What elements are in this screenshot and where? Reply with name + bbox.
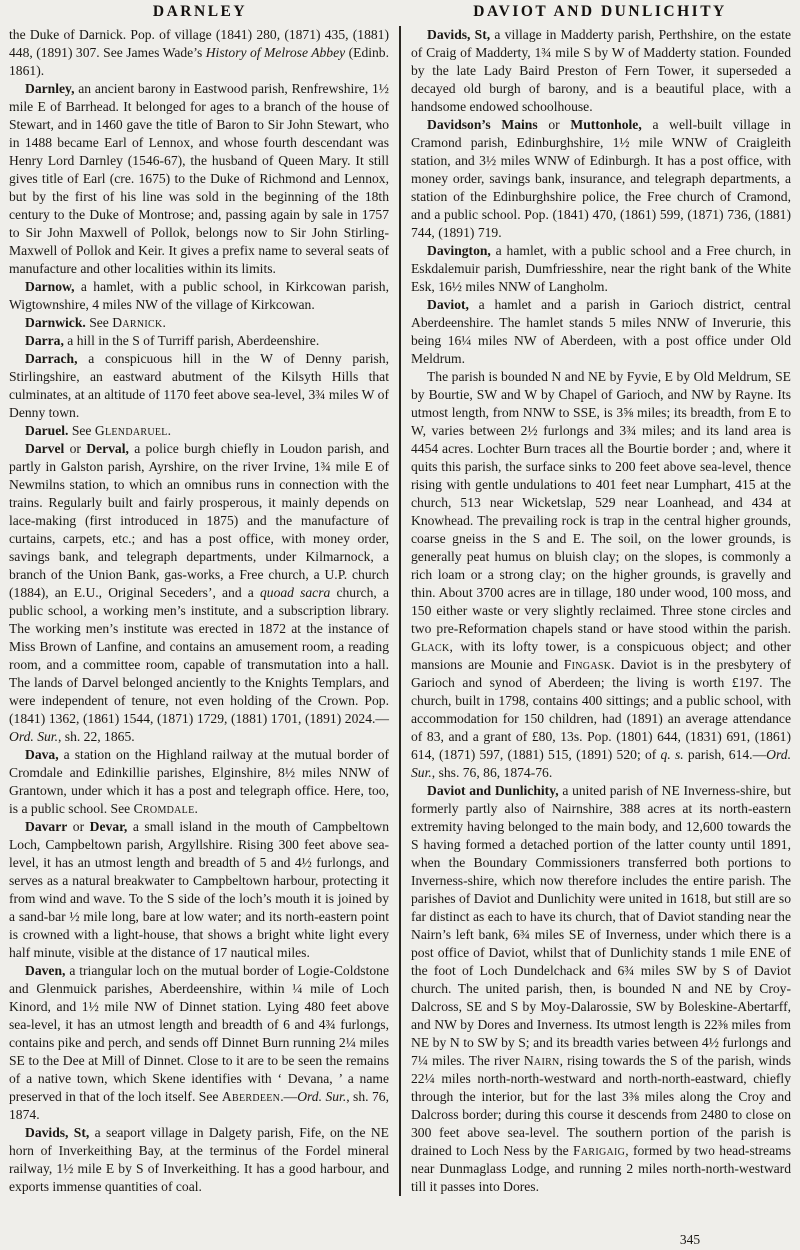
text-segment: Darra,: [25, 333, 64, 348]
text-segment: Glendaruel: [94, 423, 168, 438]
text-segment: a hamlet and a parish in Garioch district, central Aberdeenshire. The hamlet stands 5 miles NNW of Inverurie, this being 16¼ miles NW of Aberdeen, with a post office under Old Meldrum.: [411, 297, 791, 366]
text-segment: , formed by two head-streams near Dunmaglass Lodge, and running 2 miles north-north-westward till it passes into Dores.: [411, 1143, 791, 1194]
text-segment: a hamlet, with a public school, in Kirkcowan parish, Wigtownshire, 4 miles NW of the village of Kirkcowan.: [9, 279, 389, 312]
entry-paragraph: [9, 332, 389, 350]
text-segment: Davids, St,: [427, 27, 491, 42]
text-segment: Cromdale: [133, 801, 195, 816]
text-segment: .: [162, 315, 166, 330]
text-segment: .: [167, 423, 172, 438]
right-column: [411, 26, 791, 1196]
text-segment: Muttonhole,: [570, 117, 642, 132]
text-segment: Darnwick.: [25, 315, 86, 330]
text-segment: Dava,: [25, 747, 59, 762]
text-columns: [0, 21, 800, 1196]
entry-paragraph: [9, 314, 389, 332]
entry-paragraph: [411, 296, 791, 368]
entry-paragraph: [9, 278, 389, 314]
text-segment: .—: [280, 1089, 298, 1104]
entry-paragraph: [9, 1124, 389, 1196]
text-segment: Glack: [411, 639, 450, 654]
text-segment: Davarr: [25, 819, 68, 834]
text-segment: Darnick: [112, 315, 163, 330]
text-segment: Darnley,: [25, 81, 75, 96]
text-segment: a triangular loch on the mutual border of Logie-Coldstone and Glenmuick parishes, Aberdeenshire, within ¼ mile of Loch Kinord, and 1½ mile NW of Dinnet station. Lying 480 feet above sea-level, it has an utmost length and breadth of 6 and 4¾ furlongs, contains pike and perch, and sends off Dinnet Burn running 2¼ miles SE to the Dee at Mill of Dinnet. Close to it are to be seen the remains of a native town, which Skene identifies with ‘ Devana, ’ a name preserved in that of the loch itself. See: [9, 963, 389, 1104]
text-segment: a village in Madderty parish, Perthshire, on the estate of Craig of Madderty, 1¾ mile S by W of Madderty station. Founded by the late Lady Baird Preston of Fern Tower, it superseded a decayed old burgh of barony, and is a beautiful place, with a handsome endowed schoolhouse.: [411, 27, 791, 114]
text-segment: The parish is bounded N and NE by Fyvie, E by Old Meldrum, SE by Bourtie, SW and W by Chapel of Garioch, and NW by Rayne. Its utmost length, from NNW to SSE, is 3⅝ miles; its breadth, from E to W, varies between 2½ furlongs and 3¾ miles; and its land area is 4454 acres. Lochter Burn traces all the Bourtie border ; and, where it quits this parish, the surface sinks to 200 feet above sea-level, thence rising with gentle undulations to 401 feet near Lumphart, 415 at the church, 513 near Wicketslap, 529 near Loanhead, and 434 at Knowhead. The prevailing rock is trap in the central higher grounds, coarse gneiss in the S and E. The soil, on the lower grounds, is generally peat humus on bluish clay; on the slopes, is commonly a rich loam or a strong clay; on the higher grounds, is gravelly and thin. About 3700 acres are in tillage, 180 under wood, 100 moss, and 150 either waste or very slightly reclaimed. Three stone circles and two pre-Reformation chapels stand or have stood within the parish.: [411, 369, 791, 636]
text-segment: a small island in the mouth of Campbeltown Loch, Campbeltown parish, Argyllshire. Rising 300 feet above sea-level, it has an utmost length and breadth of 5 and 4½ furlongs, and serves as a natural breakwater to Campbeltown harbour, protecting it from wind and wave. To the S side of the loch’s mouth it is joined by a sand-bar ½ mile long, bare at low water; and its north-eastern point is crowned with a light-house, that shows a bright white light every half minute, visible at the distance of 17 nautical miles.: [9, 819, 390, 960]
text-segment: a conspicuous hill in the W of Denny parish, Stirlingshire, an eastward abutment of the Kilsyth Hills that culminates, at an altitude of 1170 feet above sea-level, 3¾ miles W of Denny town.: [9, 351, 389, 420]
entry-paragraph: [9, 746, 389, 818]
text-segment: church, a public school, a working men’s institute, and a subscription library. The working men’s institute was erected in 1872 at the instance of Miss Brown of Lanfine, and contains an amusement room, a reading room, and a committee room, capable of transmutation into a hall. The lands of Darvel belonged anciently to the Knights Templars, and were independent of tenure, not even holding of the Crown. Pop. (1841) 1362, (1861) 1544, (1871) 1729, (1881) 1701, (1891) 2024.—: [9, 585, 390, 726]
text-segment: Derval,: [86, 441, 129, 456]
text-segment: , sh. 22, 1865.: [57, 729, 135, 744]
text-segment: the Duke of Darnick. Pop. of village (1841) 280, (1871) 435, (1881) 448, (1891) 307. See James Wade’s: [9, 27, 389, 60]
text-segment: . Daviot is in the presbytery of Garioch and synod of Aberdeen; the living is worth £197. The church, built in 1798, contains 400 sittings; and a public school, with accommodation for 150 children, had (1891) an average attendance of 83, and a grant of £80, 13s. Pop. (1801) 644, (1831) 691, (1861) 614, (1871) 597, (1881) 515, (1891) 520; of: [411, 657, 791, 762]
entry-paragraph: [9, 26, 389, 80]
text-segment: , sh. 76, 1874.: [9, 1089, 389, 1122]
left-column: [9, 26, 389, 1196]
text-segment: , shs. 76, 86, 1874-76.: [431, 765, 553, 780]
text-segment: or: [64, 441, 87, 456]
text-segment: a station on the Highland railway at the mutual border of Cromdale and Edinkillie parishes, Elginshire, 8½ miles NNW of Grantown, under which it has a post and telegraph office. Here, too, is a public school. See: [9, 747, 389, 816]
running-heads: [0, 0, 800, 21]
entry-paragraph: [9, 440, 389, 746]
text-segment: a well-built village in Cramond parish, Edinburghshire, 1½ mile WNW of Craigleith station, and 3½ miles WNW of Edinburgh. It has a post office, with money order, savings bank, insurance, and telegraph departments, a station of the Edinburghshire police, the Free church of Cramond, and a public school. Pop. (1841) 470, (1861) 599, (1871) 736, (1881) 744, (1891) 719.: [411, 117, 791, 240]
text-segment: , rising towards the S of the parish, winds 22¼ miles north-north-westward and north-north-eastward, chiefly through the interior, but for the last 3⅜ miles along the Croy and Dalcross border; during this course it descends from 2480 to close on 300 feet above sea-level. The southern portion of the parish is drained to Loch Ness by the: [411, 1053, 791, 1158]
text-segment: Davids, St,: [25, 1125, 90, 1140]
page-number: 345: [679, 1232, 701, 1247]
text-segment: or: [537, 117, 571, 132]
text-segment: a seaport village in Dalgety parish, Fife, on the NE horn of Inverkeithing Bay, at the terminus of the Fordel mineral railway, 1½ mile E by S of Inverkeithing. It has a good harbour, and exports immense quantities of coal.: [9, 1125, 389, 1194]
text-segment: Daviot and Dunlichity,: [427, 783, 559, 798]
column-divider-rule: [399, 26, 401, 1196]
text-segment: Davidson’s Mains: [427, 117, 538, 132]
text-segment: See: [85, 315, 113, 330]
text-segment: History of Melrose Abbey: [205, 45, 346, 60]
text-segment: Fingask: [563, 657, 612, 672]
text-segment: Daviot,: [427, 297, 469, 312]
entry-paragraph: [9, 818, 389, 962]
text-segment: or: [67, 819, 90, 834]
entry-paragraph: [411, 26, 791, 116]
text-segment: See: [68, 423, 95, 438]
text-segment: Aberdeen: [221, 1089, 281, 1104]
text-segment: a hamlet, with a public school and a Free church, in Eskdalemuir parish, Dumfriesshire, near the right bank of the White Esk, 16½ miles NNW of Langholm.: [411, 243, 791, 294]
text-segment: a police burgh chiefly in Loudon parish, and partly in Galston parish, Ayrshire, on the river Irvine, 1¾ mile E of Newmilns station, to which an omnibus runs in connection with the trains. Regularly built and fairly prosperous, it mainly depends on lace-making (first introduced in 1875) and the manufacture of curtains, carpets, etc.; and has a post office, with money order, savings bank, and telegraph departments, under Kilmarnock, a branch of the Union Bank, gas-works, a Free church, a U.P. church (1884), an E.U., Original Seceders’, and a: [9, 441, 389, 600]
entry-paragraph: [9, 422, 389, 440]
text-segment: Daruel.: [25, 423, 69, 438]
text-segment: quoad sacra: [259, 585, 331, 600]
text-segment: a hill in the S of Turriff parish, Aberdeenshire.: [63, 333, 320, 348]
text-segment: Ord. Sur.: [9, 729, 58, 744]
text-segment: Darnow,: [25, 279, 75, 294]
text-segment: a united parish of NE Inverness-shire, but formerly partly also of Nairnshire, 388 acres at its north-eastern extremity having belonged to the main body, and 12,600 towards the S having formed a detached portion of the latter county until 1891, when the Boundary Commissioners transferred both portions to Inverness-shire, which now therefore includes the entire parish. The parishes of Daviot and Dunlichity were united in 1618, but still are so far distinct as each to have its church, that of Daviot standing near the Nairn’s left bank, 6¾ miles SE of Inverness, under which there is a post office of Daviot, whilst that of Dunlichity stands 1 mile ENE of the foot of Loch Dundelchack and 6¾ miles SW by S of Daviot church. The united parish, then, is bounded N and NE by Croy-Dalcross, SE and S by Moy-Dalarossie, SW by Boleskine-Abertarff, and NW by Dores and Inverness. Its utmost length is 22⅜ miles from NE by N to SW by S; and its breadth varies between 4½ furlongs and 7¼ miles. The river: [411, 783, 791, 1068]
entry-paragraph: [411, 242, 791, 296]
text-segment: parish, 614.—: [683, 747, 767, 762]
entry-paragraph: [9, 962, 389, 1124]
entry-paragraph: [411, 368, 791, 782]
entry-paragraph: [411, 782, 791, 1196]
text-segment: Nairn: [523, 1053, 560, 1068]
right-running-head: DAVIOT AND DUNLICHITY: [473, 3, 727, 20]
text-segment: (Edinb. 1861).: [9, 45, 390, 78]
entry-paragraph: [9, 350, 389, 422]
text-segment: .: [194, 801, 198, 816]
text-segment: q. s.: [660, 747, 684, 762]
text-segment: Devar,: [89, 819, 128, 834]
text-segment: Darrach,: [25, 351, 78, 366]
text-segment: Davington,: [427, 243, 491, 258]
text-segment: Darvel: [25, 441, 65, 456]
left-running-head: DARNLEY: [152, 3, 248, 20]
entry-paragraph: [9, 80, 389, 278]
text-segment: , with its lofty tower, is a conspicuous object; and other mansions are Mounie and: [411, 639, 791, 672]
entry-paragraph: [411, 116, 791, 242]
text-segment: an ancient barony in Eastwood parish, Renfrewshire, 1½ mile E of Barrhead. It belonged for ages to a branch of the house of Stewart, and in 1460 gave the title of Baron to Sir John Stewart, who in 1488 became Earl of Lennox, and whose fourth descendant was Henry Lord Darnley (1546-67), the husband of Queen Mary. It still gives title of Earl (cre. 1675) to the Duke of Richmond and Lennox, but by the first of his line was sold in the beginning of the 18th century to the Duke of Montrose; and, passing again by sale in 1757 to Sir John Maxwell of Pollok, belongs now to Sir John Stirling-Maxwell of Pollok and Keir. It gives a prefix name to several seats of manufacture and other localities within its limits.: [9, 81, 389, 276]
text-segment: Daven,: [25, 963, 66, 978]
text-segment: Ord. Sur.: [297, 1089, 347, 1104]
text-segment: Farigaig: [573, 1143, 626, 1158]
text-segment: Ord. Sur.: [411, 747, 791, 780]
